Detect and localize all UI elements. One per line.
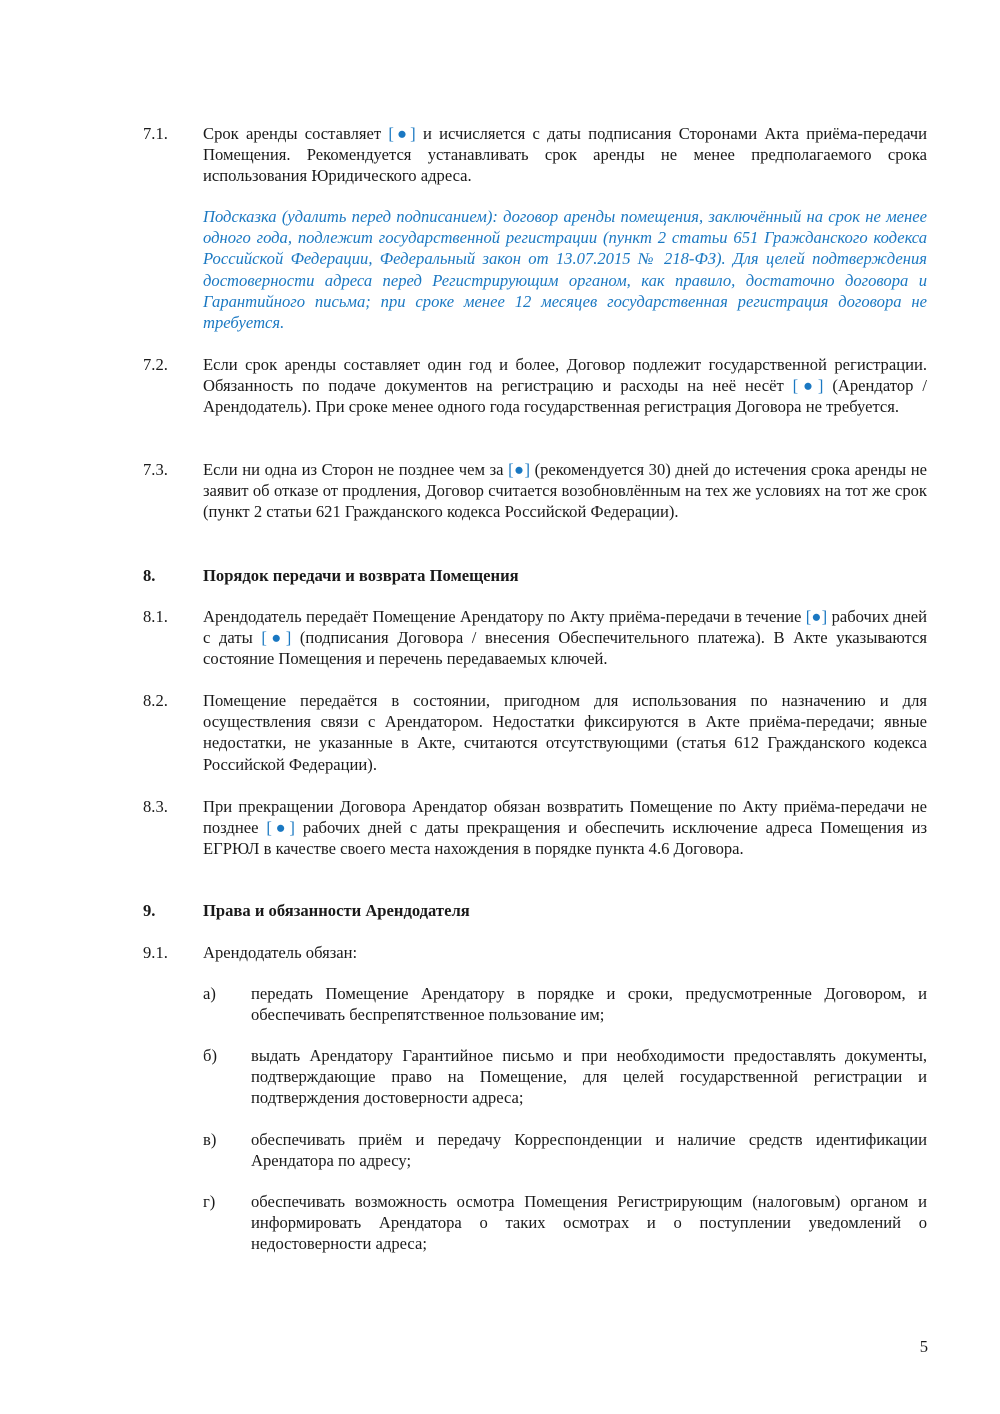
clause-number: 7.1. bbox=[143, 124, 168, 143]
list-item: передать Помещение Арендатору в порядке и сроки, предусмотренные Договором, и обеспечивать беспрепятственное пользование им; bbox=[251, 984, 927, 1025]
clause-number: 8.3. bbox=[143, 797, 168, 816]
clause-8-1-text bbox=[203, 606, 927, 670]
clause-text: рабочих дней с даты bbox=[203, 607, 927, 648]
section-heading: Порядок передачи и возврата Помещения bbox=[203, 566, 519, 585]
list-item-letter: г) bbox=[203, 1192, 216, 1211]
clause-number: 9.1. bbox=[143, 943, 168, 962]
clause-text: Если срок аренды составляет один год и более, Договор подлежит государственной регистрации. Обязанность по подаче документов на регистрацию и расходы на неё несёт bbox=[203, 355, 927, 396]
page-number: 5 bbox=[919, 1337, 928, 1356]
list-item-letter: в) bbox=[203, 1130, 217, 1149]
placeholder-field: [●] bbox=[261, 628, 292, 648]
clause-text: рабочих дней с даты прекращения и обеспечить исключение адреса Помещения из ЕГРЮЛ в качестве своего места нахождения в порядке пункта 4.6 Договора. bbox=[203, 818, 927, 859]
clause-text: При прекращении Договора Арендатор обязан возвратить Помещение по Акту приёма-передачи не позднее bbox=[203, 797, 927, 838]
clause-8-2-text bbox=[203, 690, 927, 775]
clause-text: (рекомендуется 30) дней до истечения срока аренды не заявит об отказе от продления, Договор считается возобновлённым на тех же условиях на тот же срок (пункт 2 статьи 621 Гражданского кодекса Российской Федерации). bbox=[203, 460, 927, 522]
list-item: обеспечивать возможность осмотра Помещения Регистрирующим (налоговым) органом и информировать Арендатора о таких осмотрах и о поступлении уведомлений о недостоверности адреса; bbox=[251, 1192, 927, 1254]
clause-text: и исчисляется с даты подписания Сторонами Акта приёма-передачи Помещения. Рекомендуется устанавливать срок аренды не менее предполагаемого срока использования Юридического адреса. bbox=[203, 124, 928, 186]
clause-text: (Арендатор / Арендодатель). При сроке менее одного года государственная регистрация Договора не требуется. bbox=[203, 376, 927, 417]
placeholder-field: [●] bbox=[805, 607, 828, 626]
clause-text: Помещение передаётся в состоянии, пригодном для использования по назначению и для осуществления связи с Арендатором. Недостатки фиксируются в Акте приёма-передачи; явные недостатки, не указанные в Акте, считаются отсутствующими (статья 612 Гражданского кодекса Российской Федерации). bbox=[203, 691, 927, 774]
placeholder-field: [●] bbox=[792, 376, 824, 396]
clause-8-3-text bbox=[203, 796, 927, 860]
clause-number: 7.2. bbox=[143, 355, 168, 374]
placeholder-field: [●] bbox=[266, 818, 295, 838]
list-item: обеспечивать приём и передачу Корреспонденции и наличие средств идентификации Арендатора по адресу; bbox=[251, 1130, 927, 1171]
clause-7-1-text bbox=[203, 123, 927, 187]
list-item: выдать Арендатору Гарантийное письмо и при необходимости предоставлять документы, подтверждающие право на Помещение, для целей государственной регистрации и подтверждения достоверности адреса; bbox=[251, 1046, 927, 1108]
clause-text: Арендодатель передаёт Помещение Арендатору по Акту приёма-передачи в течение bbox=[203, 607, 806, 626]
clause-number: 8.2. bbox=[143, 691, 168, 710]
clause-text: (подписания Договора / внесения Обеспечительного платежа). В Акте указываются состояние Помещения и перечень передаваемых ключей. bbox=[203, 628, 927, 669]
placeholder-field: [●] bbox=[508, 460, 531, 479]
clause-number: 7.3. bbox=[143, 460, 168, 479]
section-heading: Права и обязанности Арендодателя bbox=[203, 901, 470, 920]
list-item-letter: б) bbox=[203, 1046, 217, 1065]
section-number: 8. bbox=[143, 566, 156, 585]
clause-text: Срок аренды составляет bbox=[203, 124, 389, 143]
clause-7-3-text bbox=[203, 459, 927, 523]
hint-note: Подсказка (удалить перед подписанием): договор аренды помещения, заключённый на срок не менее одного года, подлежит государственной регистрации (пункт 2 статьи 651 Гражданского кодекса Российской Федерации, Федеральный закон от 13.07.2015 № 218-ФЗ). Для целей подтверждения достоверности адреса перед Регистрирующим органом, как правило, достаточно договора и Гарантийного письма; при сроке менее 12 месяцев государственная регистрация договора не требуется. bbox=[203, 207, 927, 333]
clause-7-2-text bbox=[203, 354, 927, 418]
clause-number: 8.1. bbox=[143, 607, 168, 626]
clause-text: Если ни одна из Сторон не позднее чем за bbox=[203, 460, 509, 479]
section-number: 9. bbox=[143, 901, 156, 920]
clause-9-1-text: Арендодатель обязан: bbox=[203, 943, 358, 962]
list-item-letter: а) bbox=[203, 984, 216, 1003]
placeholder-field: [●] bbox=[388, 124, 416, 143]
